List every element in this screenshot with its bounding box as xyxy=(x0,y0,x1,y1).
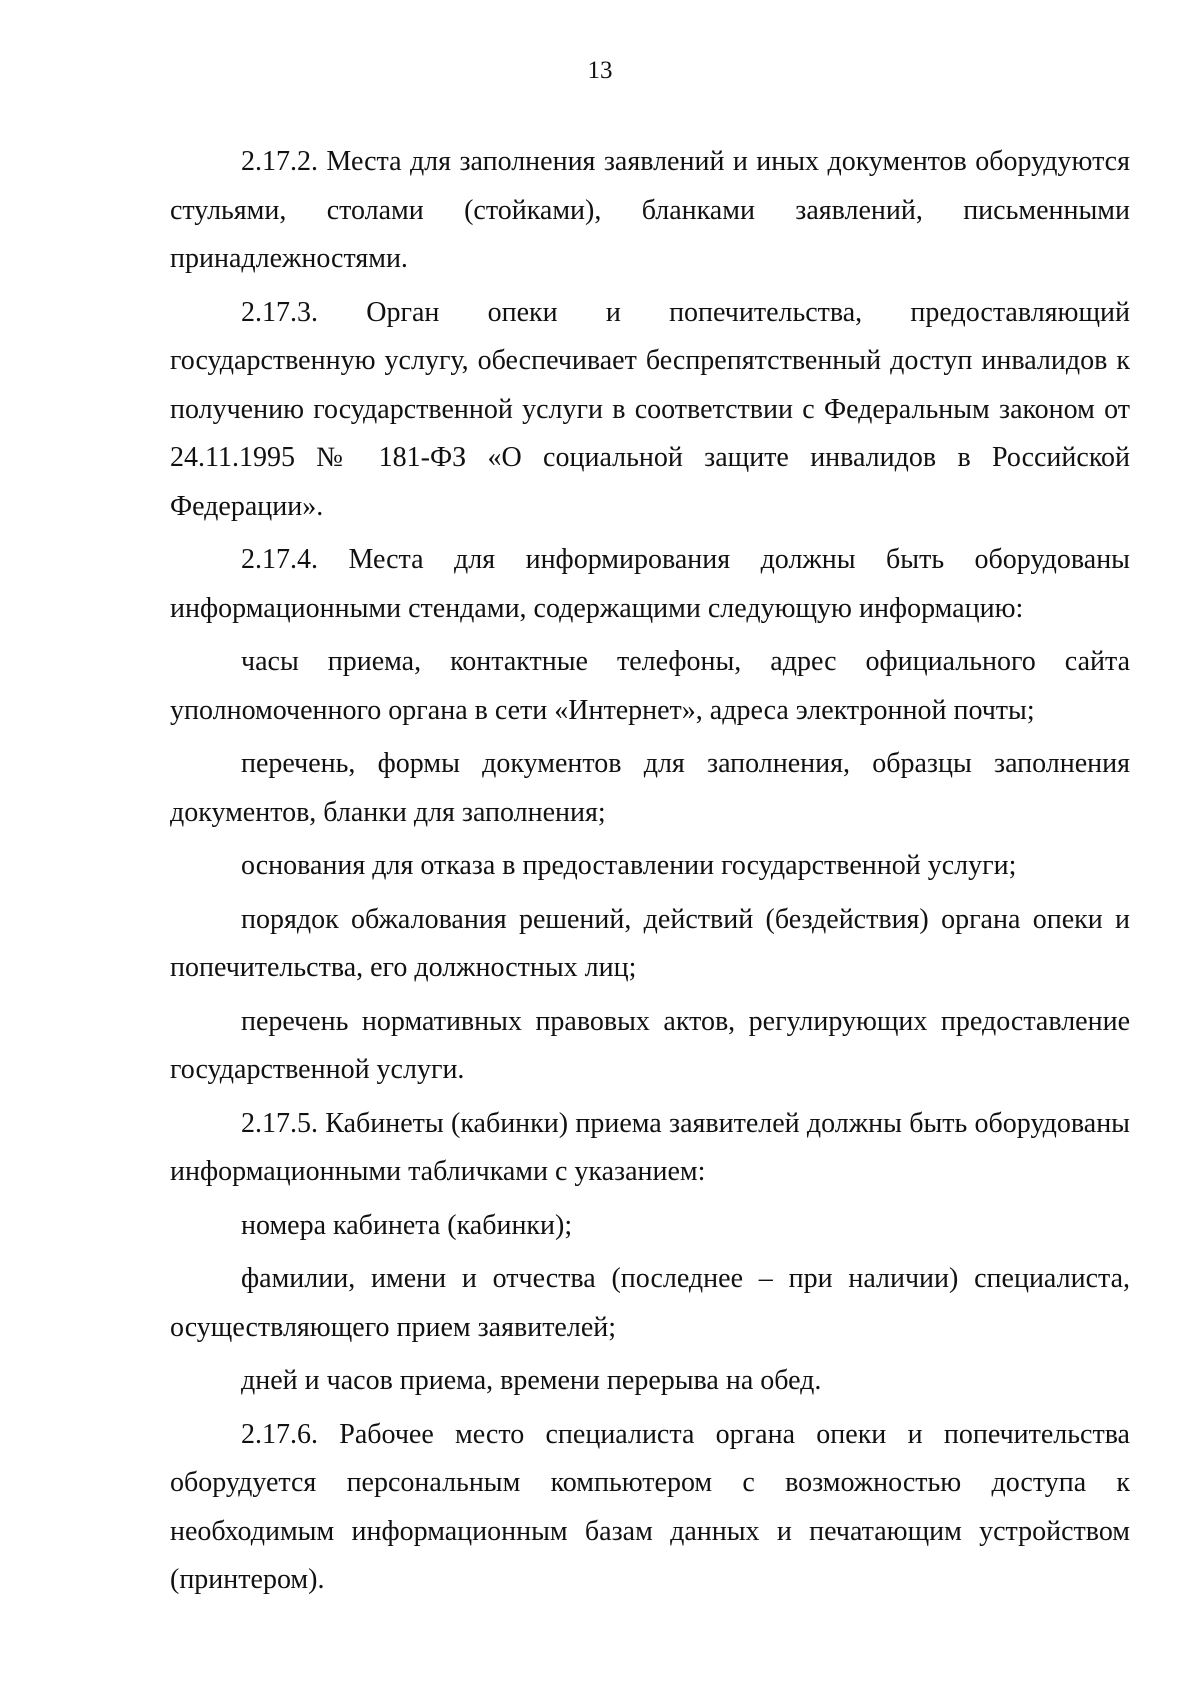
list-item-legal-acts: перечень нормативных правовых актов, регулирующих предоставление государственной услуги. xyxy=(170,1005,1130,1085)
list-item-appeal-procedure: порядок обжалования решений, действий (бездействия) органа опеки и попечительства, его должностных лиц; xyxy=(170,903,1130,983)
document-body xyxy=(170,138,1130,1605)
list-item-document-forms: перечень, формы документов для заполнения, образцы заполнения документов, бланки для заполнения; xyxy=(170,748,1130,828)
paragraph-2-17-5: 2.17.5. Кабинеты (кабинки) приема заявителей должны быть оборудованы информационными табличками с указанием: xyxy=(170,1107,1130,1187)
paragraph-2-17-3: 2.17.3. Орган опеки и попечительства, предоставляющий государственную услугу, обеспечивает беспрепятственный доступ инвалидов к получению государственной услуги в соответствии с Федеральным законом от 24.11.1995 № 181-ФЗ «О социальной защите инвалидов в Российской Федерации». xyxy=(170,296,1130,522)
paragraph-2-17-2: 2.17.2. Места для заполнения заявлений и иных документов оборудуются стульями, столами (стойками), бланками заявлений, письменными принадлежностями. xyxy=(170,146,1130,274)
list-item-reception-days: дней и часов приема, времени перерыва на обед. xyxy=(241,1365,822,1396)
list-item-refusal-grounds: основания для отказа в предоставлении государственной услуги; xyxy=(241,850,1017,881)
paragraph-2-17-4: 2.17.4. Места для информирования должны быть оборудованы информационными стендами, содержащими следующую информацию: xyxy=(170,544,1130,624)
page-number: 13 xyxy=(587,57,613,84)
paragraph-2-17-6: 2.17.6. Рабочее место специалиста органа опеки и попечительства оборудуется персональным компьютером с возможностью доступа к необходимым информационным базам данных и печатающим устройством (принтером). xyxy=(170,1418,1130,1595)
list-item-reception-hours: часы приема, контактные телефоны, адрес официального сайта уполномоченного органа в сети «Интернет», адреса электронной почты; xyxy=(170,646,1130,726)
list-item-specialist-name: фамилии, имени и отчества (последнее – при наличии) специалиста, осуществляющего прием заявителей; xyxy=(170,1263,1130,1343)
list-item-office-number: номера кабинета (кабинки); xyxy=(241,1209,573,1241)
